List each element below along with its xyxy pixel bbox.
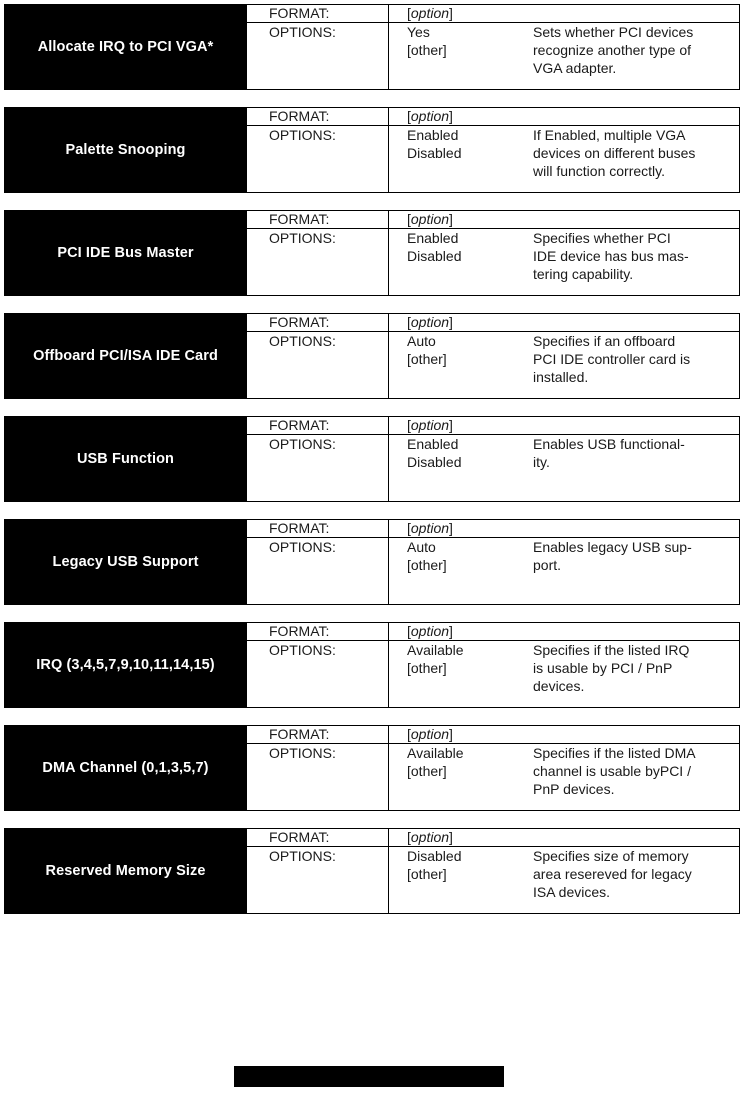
setting-name: PCI IDE Bus Master bbox=[4, 210, 247, 296]
description-line: VGA adapter. bbox=[533, 60, 617, 76]
description-line: PnP devices. bbox=[533, 781, 615, 797]
description-line: will function correctly. bbox=[533, 163, 666, 179]
format-value: [option] bbox=[407, 314, 453, 330]
options-label: OPTIONS: bbox=[247, 641, 389, 707]
description-line: channel is usable byPCI / bbox=[533, 763, 691, 779]
options-list bbox=[389, 847, 533, 913]
options-label: OPTIONS: bbox=[247, 229, 389, 295]
description-line: Specifies size of memory bbox=[533, 848, 689, 864]
setting-name: Allocate IRQ to PCI VGA* bbox=[4, 4, 247, 90]
options-list bbox=[389, 641, 533, 707]
option-description bbox=[533, 23, 739, 89]
setting-name: Offboard PCI/ISA IDE Card bbox=[4, 313, 247, 399]
option-value: Auto bbox=[407, 539, 436, 555]
option-description bbox=[533, 126, 739, 192]
option-value: Enabled bbox=[407, 436, 459, 452]
format-value: [option] bbox=[407, 726, 453, 742]
option-value: Disabled bbox=[407, 145, 462, 161]
options-row bbox=[247, 641, 739, 707]
format-value: [option] bbox=[407, 211, 453, 227]
option-value: Yes bbox=[407, 24, 430, 40]
setting-name: DMA Channel (0,1,3,5,7) bbox=[4, 725, 247, 811]
format-value: [option] bbox=[407, 108, 453, 124]
options-label: OPTIONS: bbox=[247, 126, 389, 192]
format-label: FORMAT: bbox=[247, 520, 389, 537]
description-line: tering capability. bbox=[533, 266, 634, 282]
format-row bbox=[247, 5, 739, 23]
setting-name: IRQ (3,4,5,7,9,10,11,14,15) bbox=[4, 622, 247, 708]
format-row bbox=[247, 211, 739, 229]
options-list bbox=[389, 538, 533, 604]
setting-block bbox=[4, 107, 740, 193]
setting-name: USB Function bbox=[4, 416, 247, 502]
format-row bbox=[247, 520, 739, 538]
options-row bbox=[247, 538, 739, 604]
options-list bbox=[389, 23, 533, 89]
options-label: OPTIONS: bbox=[247, 435, 389, 501]
options-list bbox=[389, 435, 533, 501]
setting-name: Legacy USB Support bbox=[4, 519, 247, 605]
option-value: [other] bbox=[407, 351, 447, 367]
format-label: FORMAT: bbox=[247, 314, 389, 331]
options-list bbox=[389, 744, 533, 810]
format-value: [option] bbox=[407, 417, 453, 433]
description-line: Specifies if an offboard bbox=[533, 333, 676, 349]
option-value: Available bbox=[407, 745, 464, 761]
option-value: [other] bbox=[407, 660, 447, 676]
format-row bbox=[247, 314, 739, 332]
options-list bbox=[389, 126, 533, 192]
options-label: OPTIONS: bbox=[247, 332, 389, 398]
options-list bbox=[389, 229, 533, 295]
setting-block bbox=[4, 725, 740, 811]
options-row bbox=[247, 126, 739, 192]
format-value: [option] bbox=[407, 520, 453, 536]
description-line: Specifies whether PCI bbox=[533, 230, 671, 246]
option-value: [other] bbox=[407, 42, 447, 58]
setting-block bbox=[4, 210, 740, 296]
format-label: FORMAT: bbox=[247, 623, 389, 640]
description-line: port. bbox=[533, 557, 562, 573]
description-line: Sets whether PCI devices bbox=[533, 24, 694, 40]
setting-block bbox=[4, 313, 740, 399]
description-line: Enables USB functional- bbox=[533, 436, 685, 452]
setting-block bbox=[4, 828, 740, 914]
options-row bbox=[247, 23, 739, 89]
description-line: is usable by PCI / PnP bbox=[533, 660, 673, 676]
description-line: installed. bbox=[533, 369, 589, 385]
options-label: OPTIONS: bbox=[247, 847, 389, 913]
option-description bbox=[533, 229, 739, 295]
setting-table bbox=[247, 519, 740, 605]
description-line: If Enabled, multiple VGA bbox=[533, 127, 686, 143]
description-line: Enables legacy USB sup- bbox=[533, 539, 692, 555]
option-value: [other] bbox=[407, 866, 447, 882]
option-value: Enabled bbox=[407, 230, 459, 246]
setting-table bbox=[247, 416, 740, 502]
format-label: FORMAT: bbox=[247, 211, 389, 228]
setting-table bbox=[247, 622, 740, 708]
option-value: Disabled bbox=[407, 248, 462, 264]
description-line: ISA devices. bbox=[533, 884, 611, 900]
option-value: [other] bbox=[407, 557, 447, 573]
description-line: IDE device has bus mas- bbox=[533, 248, 689, 264]
option-value: Auto bbox=[407, 333, 436, 349]
option-value: Disabled bbox=[407, 454, 462, 470]
format-row bbox=[247, 726, 739, 744]
format-row bbox=[247, 108, 739, 126]
setting-table bbox=[247, 725, 740, 811]
description-line: Specifies if the listed IRQ bbox=[533, 642, 690, 658]
option-description bbox=[533, 435, 739, 501]
option-description bbox=[533, 847, 739, 913]
format-label: FORMAT: bbox=[247, 417, 389, 434]
options-row bbox=[247, 435, 739, 501]
setting-table bbox=[247, 828, 740, 914]
description-line: ity. bbox=[533, 454, 550, 470]
description-line: devices. bbox=[533, 678, 585, 694]
format-value: [option] bbox=[407, 623, 453, 639]
setting-name: Palette Snooping bbox=[4, 107, 247, 193]
setting-block bbox=[4, 416, 740, 502]
setting-table bbox=[247, 210, 740, 296]
setting-table bbox=[247, 107, 740, 193]
option-description bbox=[533, 744, 739, 810]
format-row bbox=[247, 417, 739, 435]
option-value: Available bbox=[407, 642, 464, 658]
options-row bbox=[247, 229, 739, 295]
options-label: OPTIONS: bbox=[247, 23, 389, 89]
options-row bbox=[247, 332, 739, 398]
options-row bbox=[247, 847, 739, 913]
option-description bbox=[533, 332, 739, 398]
options-list bbox=[389, 332, 533, 398]
format-label: FORMAT: bbox=[247, 726, 389, 743]
options-label: OPTIONS: bbox=[247, 744, 389, 810]
description-line: PCI IDE controller card is bbox=[533, 351, 691, 367]
option-description bbox=[533, 641, 739, 707]
setting-table bbox=[247, 313, 740, 399]
format-label: FORMAT: bbox=[247, 829, 389, 846]
option-value: [other] bbox=[407, 763, 447, 779]
options-row bbox=[247, 744, 739, 810]
description-line: recognize another type of bbox=[533, 42, 691, 58]
options-label: OPTIONS: bbox=[247, 538, 389, 604]
format-label: FORMAT: bbox=[247, 108, 389, 125]
description-line: devices on different buses bbox=[533, 145, 696, 161]
format-value: [option] bbox=[407, 5, 453, 21]
setting-name: Reserved Memory Size bbox=[4, 828, 247, 914]
setting-table bbox=[247, 4, 740, 90]
format-label: FORMAT: bbox=[247, 5, 389, 22]
format-value: [option] bbox=[407, 829, 453, 845]
footer-bar bbox=[234, 1066, 504, 1087]
format-row bbox=[247, 623, 739, 641]
description-line: Specifies if the listed DMA bbox=[533, 745, 696, 761]
format-row bbox=[247, 829, 739, 847]
setting-block bbox=[4, 519, 740, 605]
option-value: Disabled bbox=[407, 848, 462, 864]
setting-block bbox=[4, 622, 740, 708]
description-line: area resereved for legacy bbox=[533, 866, 692, 882]
setting-block bbox=[4, 4, 740, 90]
option-value: Enabled bbox=[407, 127, 459, 143]
option-description bbox=[533, 538, 739, 604]
